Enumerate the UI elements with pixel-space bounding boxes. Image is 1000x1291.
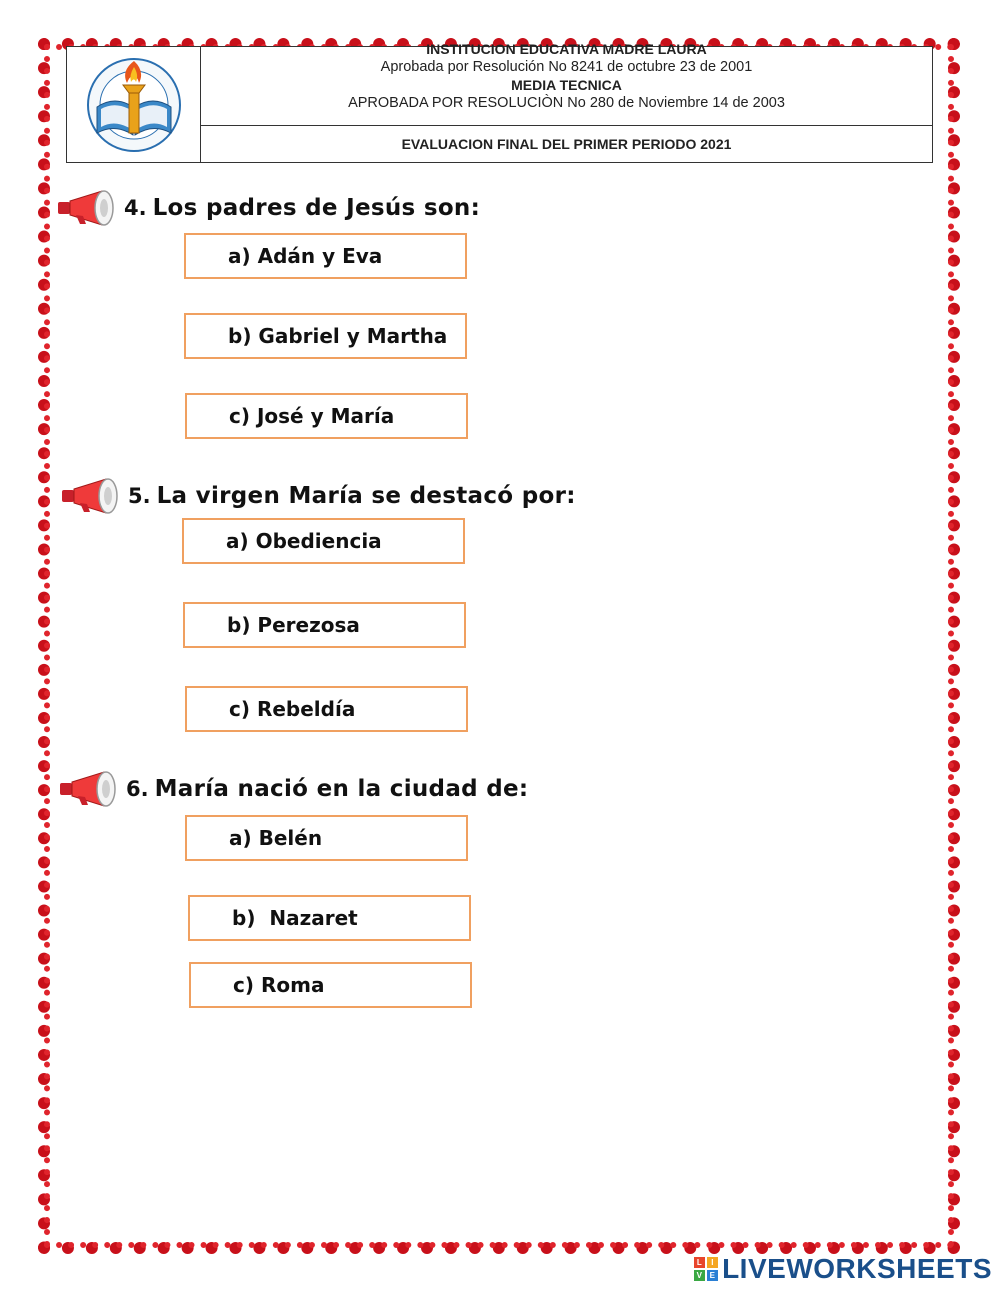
- torch-book-logo-icon: [75, 55, 193, 155]
- question-4-text: Los padres de Jesús son:: [152, 195, 481, 221]
- question-4-number: 4.: [124, 196, 147, 220]
- institution-name: INSTITUCION EDUCATIVA MADRE LAURA: [426, 41, 707, 57]
- megaphone-icon: [58, 769, 122, 809]
- document-header: [66, 41, 933, 163]
- question-6-option-b[interactable]: b) Nazaret: [188, 895, 471, 941]
- approval-line-1: Aprobada por Resolución No 8241 de octubre 23 de 2001: [380, 59, 753, 75]
- question-5-option-b[interactable]: b) Perezosa: [183, 602, 466, 648]
- question-6-option-c[interactable]: c) Roma: [189, 962, 472, 1008]
- question-6-option-a[interactable]: a) Belén: [185, 815, 468, 861]
- question-5: [60, 476, 576, 516]
- megaphone-icon: [56, 188, 120, 228]
- exam-title: EVALUACION FINAL DEL PRIMER PERIODO 2021: [401, 136, 732, 152]
- question-6-text: María nació en la ciudad de:: [154, 776, 529, 802]
- question-4: [56, 188, 480, 228]
- header-info: [201, 41, 932, 162]
- question-6-number: 6.: [126, 777, 149, 801]
- megaphone-icon: [60, 476, 124, 516]
- education-level: MEDIA TECNICA: [511, 77, 622, 93]
- school-logo: [67, 47, 201, 162]
- liveworksheets-logo-icon: L I V E: [694, 1257, 718, 1281]
- liveworksheets-watermark[interactable]: [694, 1253, 992, 1285]
- watermark-text: LIVEWORKSHEETS: [722, 1253, 992, 1284]
- question-4-option-c[interactable]: c) José y María: [185, 393, 468, 439]
- question-4-option-b[interactable]: b) Gabriel y Martha: [184, 313, 467, 359]
- question-5-option-c[interactable]: c) Rebeldía: [185, 686, 468, 732]
- question-5-number: 5.: [128, 484, 151, 508]
- question-4-option-a[interactable]: a) Adán y Eva: [184, 233, 467, 279]
- question-5-option-a[interactable]: a) Obediencia: [182, 518, 465, 564]
- question-6: [58, 769, 528, 809]
- header-institution-block: [201, 41, 932, 126]
- approval-line-2: APROBADA POR RESOLUCIÒN No 280 de Noviembre 14 de 2003: [348, 95, 785, 111]
- question-5-text: La virgen María se destacó por:: [156, 483, 576, 509]
